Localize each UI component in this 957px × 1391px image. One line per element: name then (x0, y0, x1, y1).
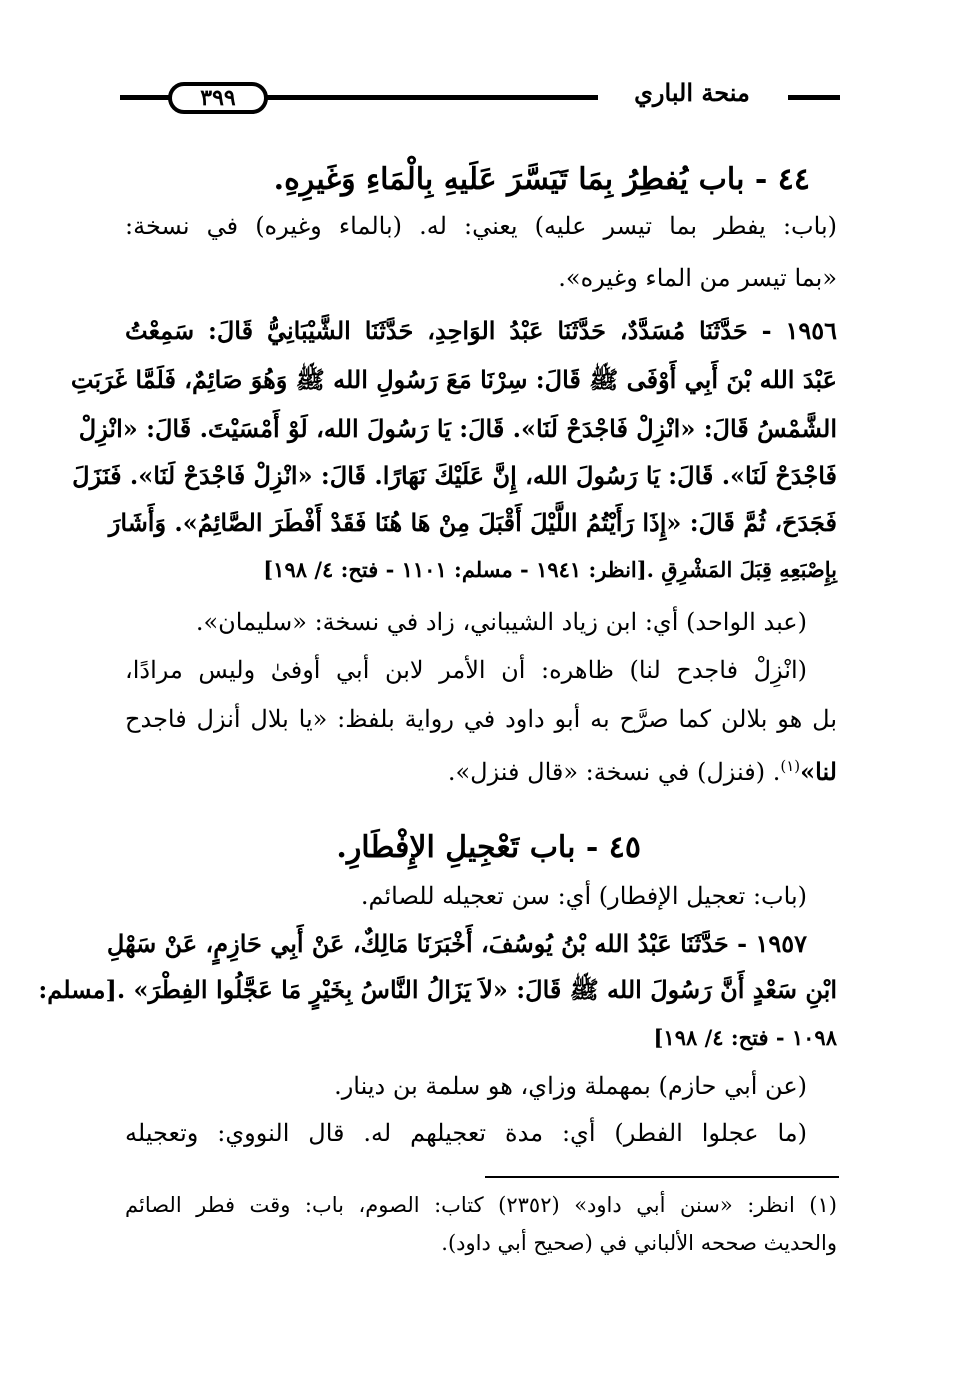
page-number: ٣٩٩ (168, 82, 268, 114)
section-45-heading: ٤٥ - باب تَعْجِيلِ الإِفْطَارِ. (336, 830, 641, 865)
hadith-1956-line: عَبْدَ الله بْنَ أَبِي أَوْفَى ﷺ قَالَ: سِرْنَا مَعَ رَسُولِ الله ﷺ وَهُوَ صَائِمٌ، فَلَمَّا غَرَبَتِ (70, 365, 837, 394)
hadith-1957-line: ابْنِ سَعْدٍ أَنَّ رَسُولَ الله ﷺ قَالَ: «لاَ يَزَالُ النَّاسُ بِخَيْرٍ مَا عَجَّلُوا الفِطْرَ» .[مسلم: (38, 975, 837, 1004)
hadith-1956-line: ١٩٥٦ - حَدَّثَنَا مُسَدَّدٌ، حَدَّثَنَا عَبْدُ الوَاحِدِ، حَدَّثَنَا الشَّيْبَانِيُّ قَالَ: سَمِعْتُ (125, 316, 837, 345)
footnote-line: والحديث صححه الألباني في (صحيح أبي داود). (441, 1231, 837, 1255)
commentary-line: «بما تيسر من الماء وغيره». (558, 264, 837, 292)
note-text: . (فنزل) في نسخة: «قال فنزل». (447, 758, 781, 786)
footnote-line: (١) انظر: «سنن أبي داود» (٢٣٥٢) كتاب: الصوم، باب: وقت فطر الصائم (125, 1193, 837, 1217)
note-line-last (448, 748, 837, 790)
note-line: (عبد الواحد) أي: ابن زياد الشيباني، زاد في نسخة: «سليمان». (195, 608, 807, 636)
hadith-1956-line: بِإِصْبَعِهِ قِبَلَ المَشْرِقِ .[انظر: ١٩٤١ - مسلم: ١١٠١ - فتح: ٤/ ١٩٨] (263, 557, 837, 582)
note-line: (ما عجلوا الفطر) أي: مدة تعجيلهم له. قال النووي: وتعجيله (125, 1119, 807, 1147)
hadith-1956-line: الشَّمْسُ قَالَ: «انْزِلْ فَاجْدَحْ لَنَا». قَالَ: يَا رَسُولَ الله، لَوْ أَمْسَيْتَ. قَالَ: «انْزِلْ (78, 414, 837, 443)
hadith-1957-line: ١٩٥٧ - حَدَّثَنَا عَبْدُ الله بْنُ يُوسُفَ، أَخْبَرَنَا مَالِكٌ، عَنْ أَبِي حَازِمٍ، عَنْ سَهْلِ (106, 929, 807, 958)
hadith-1957-line: ١٠٩٨ - فتح: ٤/ ١٩٨] (653, 1025, 837, 1050)
quoted-text: لنا» (800, 757, 837, 786)
running-header (120, 78, 840, 134)
footnote-separator (485, 1176, 839, 1178)
note-line: (انْزِلْ فاجدح لنا) ظاهره: أن الأمر لابن أبي أوفىٰ وليس مرادًا، (125, 656, 807, 684)
note-line: بل هو بلالن كما صرَّح به أبو داود في رواية بلفظ: «يا بلال أنزل فاجدح (125, 705, 837, 733)
commentary-line: (باب: تعجيل الإفطار) أي: سن تعجيله للصائم. (360, 882, 807, 910)
commentary-line: (باب: يفطر بما تيسر عليه) يعني: له. (بالماء وغيره) في نسخة: (125, 212, 837, 240)
hadith-1956-line: فَاجْدَحْ لَنَا». قَالَ: يَا رَسُولَ الله، إِنَّ عَلَيْكَ نَهَارًا. قَالَ: «انْزِلْ فَاجْدَحْ لَنَا». فَنَزَلَ (72, 461, 837, 490)
section-44-heading: ٤٤ - باب يُفطِرُ بِمَا تَيَسَّرَ عَلَيهِ بِالْمَاءِ وَغَيرِهِ. (273, 162, 810, 197)
note-line: (عن أبي حازم) بمهملة وزاي، هو سلمة بن دينار. (334, 1072, 807, 1100)
header-rule-right (788, 95, 840, 100)
footnote-marker: (١) (780, 757, 801, 775)
running-title: منحة الباري (634, 78, 750, 107)
hadith-1956-line: فَجَدَحَ، ثُمَّ قَالَ: «إِذَا رَأَيْتُمُ اللَّيْلَ أَقْبَلَ مِنْ هَا هُنَا فَقَدْ أَفْطَرَ الصَّائِمُ». وَأَشَارَ (108, 508, 837, 537)
